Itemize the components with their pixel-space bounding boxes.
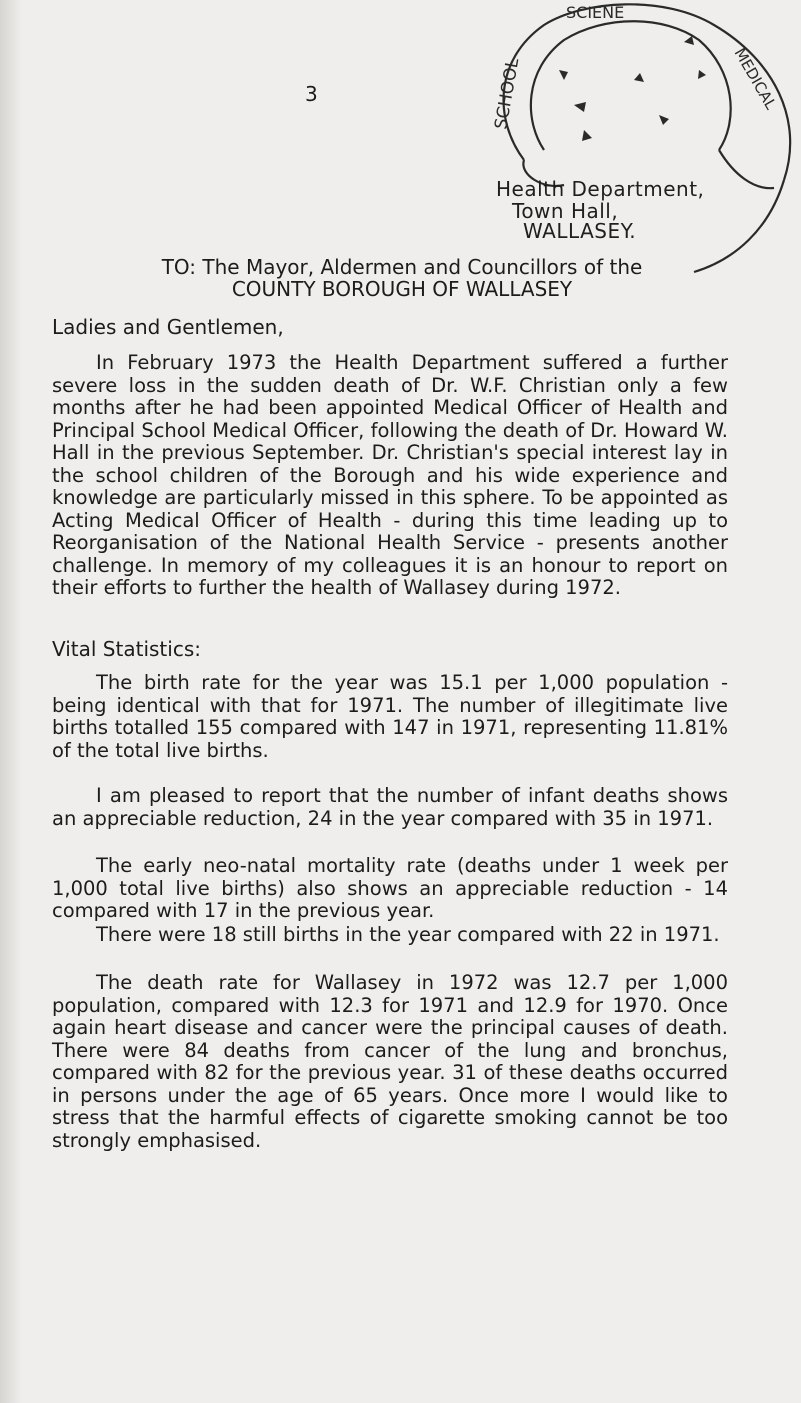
address-line-2: COUNTY BOROUGH OF WALLASEY <box>231 277 573 301</box>
address-heading <box>82 256 722 300</box>
address-line-1: TO: The Mayor, Aldermen and Councillors of the <box>161 255 643 279</box>
department-stamp <box>484 0 801 290</box>
stamp-line-town-hall: Town Hall, <box>512 199 619 223</box>
svg-text:MEDICAL: MEDICAL <box>730 45 780 113</box>
paragraph-death-rate: The death rate for Wallasey in 1972 was 12.7 per 1,000 population, compared with 12.3 for 1971 and 12.9 for 1970. Once again heart disease and cancer were the principal causes of death. There were 84 deaths from cancer of the lung and bronchus, compared with 82 for the previous year. 31 of these deaths occurred in persons under the age of 65 years. Once more I would like to stress that the harmful effects of cigarette smoking cannot be too strongly emphasised. <box>52 971 728 1152</box>
paragraph-infant-deaths: I am pleased to report that the number of infant deaths shows an appreciable reduction, 24 in the year compared with 35 in 1971. <box>52 784 728 830</box>
paragraph-birth-rate: The birth rate for the year was 15.1 per 1,000 population - being identical with that for 1971. The number of illegitimate live births totalled 155 compared with 147 in 1971, representing 11.81% of the total live births. <box>52 671 728 762</box>
stamp-line-wallasey: WALLASEY. <box>523 219 637 243</box>
svg-text:SCHOOL: SCHOOL <box>491 56 524 131</box>
svg-text:SCIENE: SCIENE <box>566 3 625 22</box>
paragraph-intro: In February 1973 the Health Department suffered a further severe loss in the sudden death of Dr. W.F. Christian only a few months after he had been appointed Medical Officer of Health and Principal School Medical Officer, following the death of Dr. Howard W. Hall in the previous September. Dr. Christian's special interest lay in the school children of the Borough and his wide experience and knowledge are particularly missed in this sphere. To be appointed as Acting Medical Officer of Health - during this time leading up to Reorganisation of the National Health Service - presents another challenge. In memory of my colleagues it is an honour to report on their efforts to further the health of Wallasey during 1972. <box>52 351 728 599</box>
binding-edge <box>0 0 22 1403</box>
salutation: Ladies and Gentlemen, <box>52 315 284 339</box>
section-title-vital-statistics: Vital Statistics: <box>52 637 201 661</box>
page-number: 3 <box>305 82 318 106</box>
stamp-line-department: Health Department, <box>496 177 705 201</box>
stamp-seal-icon <box>484 0 801 290</box>
paragraph-neonatal-mortality: The early neo-natal mortality rate (deaths under 1 week per 1,000 total live births) also shows an appreciable reduction - 14 compared with 17 in the previous year. <box>52 854 728 922</box>
paragraph-still-births: There were 18 still births in the year compared with 22 in 1971. <box>96 923 720 946</box>
